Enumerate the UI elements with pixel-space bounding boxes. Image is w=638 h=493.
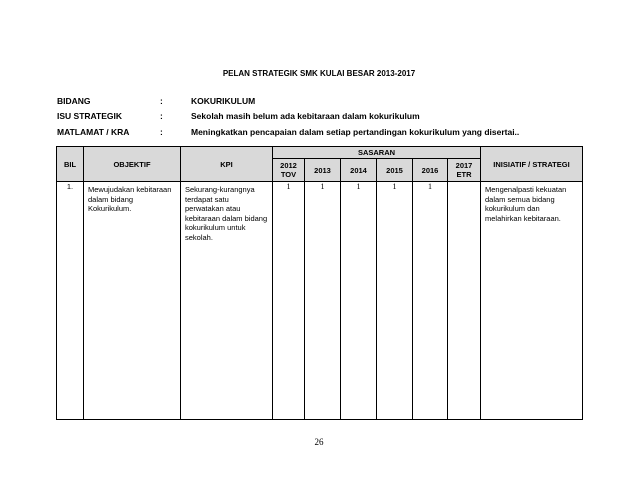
row-objektif: Mewujudakan kebitaraan dalam bidang Kokurikulum.: [88, 185, 172, 213]
isu-label: ISU STRATEGIK: [57, 111, 123, 121]
header-inisiatif: INISIATIF / STRATEGI: [481, 147, 583, 182]
row-kpi-cell: [181, 182, 273, 420]
row-kpi: Sekurang-kurangnya terdapat satu perwatakan atau kebitaraan dalam bidang kokurikulum untuk sekolah.: [185, 185, 268, 242]
colon: :: [160, 96, 163, 106]
page-number: 26: [314, 437, 324, 447]
header-2016: 2016: [413, 159, 448, 182]
strategic-plan-table: [56, 146, 583, 420]
header-objektif: OBJEKTIF: [84, 147, 181, 182]
table-row: [57, 182, 583, 420]
row-inisiatif-cell: [481, 182, 583, 420]
isu-value: Sekolah masih belum ada kebitaraan dalam kokurikulum: [191, 111, 420, 121]
row-objektif-cell: [84, 182, 181, 420]
header-2015: 2015: [377, 159, 413, 182]
header-sasaran: SASARAN: [273, 147, 481, 159]
header-tov-year: 2012: [280, 161, 297, 170]
header-bil: BIL: [57, 147, 84, 182]
colon: :: [160, 111, 163, 121]
page-title: PELAN STRATEGIK SMK KULAI BESAR 2013-2017: [222, 69, 416, 78]
row-etr: [448, 182, 481, 420]
row-2015: 1: [377, 182, 413, 420]
matlamat-value: Meningkatkan pencapaian dalam setiap pertandingan kokurikulum yang disertai..: [191, 127, 520, 137]
row-2016: 1: [413, 182, 448, 420]
header-2013: 2013: [305, 159, 341, 182]
header-tov: [273, 159, 305, 182]
row-2014: 1: [341, 182, 377, 420]
row-inisiatif: Mengenalpasti kekuatan dalam semua bidang kokurikulum dan melahirkan kebitaraan.: [485, 185, 567, 223]
row-bil: 1.: [57, 182, 84, 420]
bidang-label: BIDANG: [57, 96, 91, 106]
header-tov-label: TOV: [280, 170, 297, 179]
matlamat-label: MATLAMAT / KRA: [57, 127, 130, 137]
header-etr-year: 2017: [455, 161, 473, 170]
row-tov: 1: [273, 182, 305, 420]
bidang-value: KOKURIKULUM: [191, 96, 256, 106]
row-2013: 1: [305, 182, 341, 420]
colon: :: [160, 127, 163, 137]
header-etr: [448, 159, 481, 182]
header-2014: 2014: [341, 159, 377, 182]
header-kpi: KPI: [181, 147, 273, 182]
header-etr-label: ETR: [456, 170, 472, 179]
